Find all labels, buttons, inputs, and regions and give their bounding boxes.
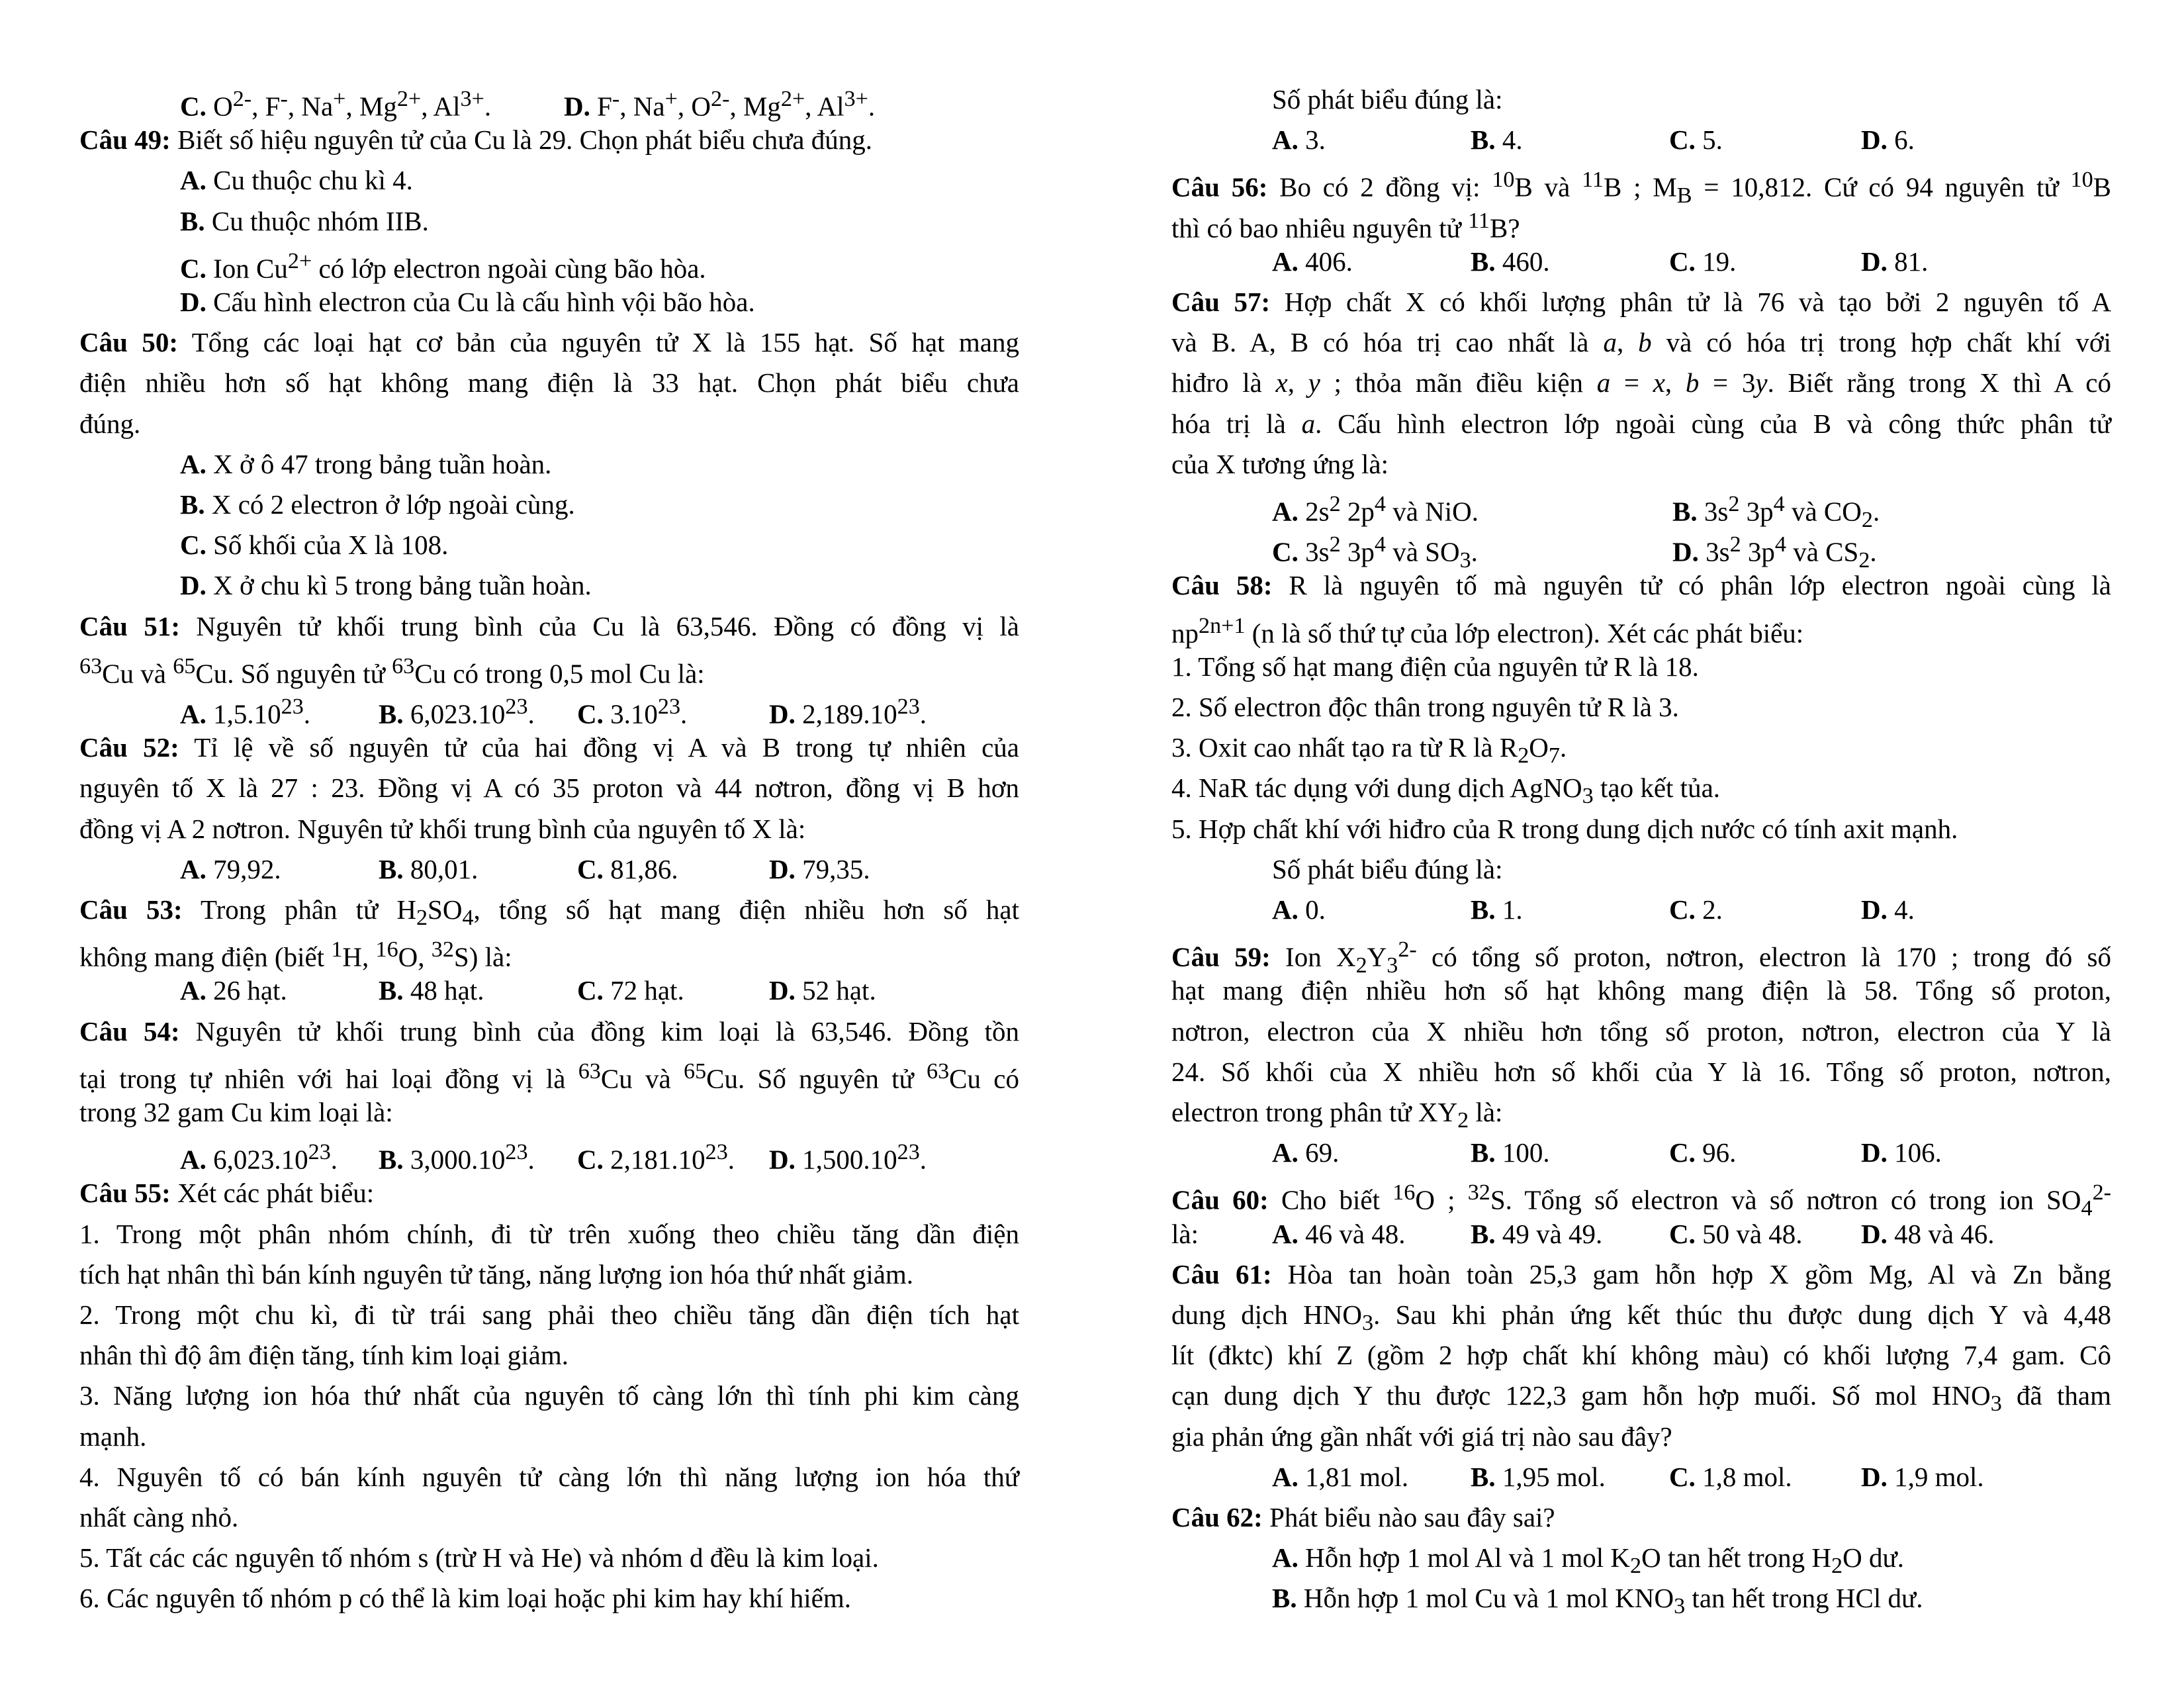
text-line: của X tương ứng là: (1171, 448, 1388, 479)
text-line: 5. Tất các các nguyên tố nhóm s (trừ H và He) và nhóm d đều là kim loại. (79, 1542, 879, 1573)
text-line: không mang điện (biết $^1$H, $^{16}$O, $^{32}$S) là: (79, 937, 512, 972)
text-line: gia phản ứng gần nhất với giá trị nào sau đây? (1171, 1421, 1672, 1452)
text-line: electron trong phân tử $XY_2$ là: (1171, 1097, 1503, 1133)
text-line: A. 0. B. 1. C. 2. D. 4. (1272, 894, 1915, 925)
text-line: 6. Các nguyên tố nhóm p có thể là kim loại hoặc phi kim hay khí hiếm. (79, 1583, 851, 1614)
text-line: 2. Số electron độc thân trong nguyên tử R là 3. (1171, 692, 1679, 722)
text-line: A. 6,023.10$^{23}$. B. 3,000.10$^{23}$. C. 2,181.10$^{23}$. D. 1,500.10$^{23}$. (180, 1140, 927, 1175)
text-line: C. Số khối của X là 108. (180, 530, 449, 561)
text-line: Câu 62: Phát biểu nào sau đây sai? (1171, 1502, 1555, 1532)
text-line: Câu 59: Ion $X_2Y_3^{2-}$ có tổng số proton, nơtron, electron là 170 ; trong đó số (1171, 937, 2111, 978)
text-line: C. Ion $Cu^{2+}$ có lớp electron ngoài cùng bão hòa. (180, 248, 706, 284)
text-line: A. X ở ô 47 trong bảng tuần hoàn. (180, 448, 552, 479)
text-line: thì có bao nhiêu nguyên tử $^{11}$B? (1171, 208, 1520, 244)
text-line: 4. NaR tác dụng với dung dịch AgNO$_3$ tạo kết tủa. (1171, 773, 1721, 809)
text-line: 5. Hợp chất khí với hiđro của R trong dung dịch nước có tính axit mạnh. (1171, 813, 1958, 844)
text-line: nguyên tố X là 27 : 23. Đồng vị A có 35 proton và 44 nơtron, đồng vị B hơn (79, 773, 1019, 804)
text-line: 24. Số khối của X nhiều hơn số khối của Y là 16. Tổng số proton, nơtron, (1171, 1056, 2111, 1087)
text-line: Câu 58: R là nguyên tố mà nguyên tử có phân lớp electron ngoài cùng là (1171, 570, 2111, 601)
text-line: hóa trị là a. Cấu hình electron lớp ngoài cùng của B và công thức phân tử (1171, 408, 2111, 439)
text-line: Câu 61: Hòa tan hoàn toàn 25,3 gam hỗn hợp X gồm Mg, Al và Zn bằng (1171, 1258, 2111, 1289)
text-line: nhất càng nhỏ. (79, 1502, 239, 1532)
text-line: Câu 57: Hợp chất X có khối lượng phân tử là 76 và tạo bởi 2 nguyên tố A (1171, 287, 2111, 317)
text-line: $np^{2n+1}$ (n là số thứ tự của lớp electron). Xét các phát biểu: (1171, 613, 1804, 649)
text-line: A. 1,81 mol. B. 1,95 mol. C. 1,8 mol. D. 1,9 mol. (1272, 1461, 1984, 1492)
text-line: tích hạt nhân thì bán kính nguyên tử tăng, năng lượng ion hóa thứ nhất giảm. (79, 1258, 914, 1289)
text-line: A. 26 hạt. B. 48 hạt. C. 72 hạt. D. 52 hạt. (180, 975, 876, 1006)
text-line: 3. Năng lượng ion hóa thứ nhất của nguyên tố càng lớn thì tính phi kim càng (79, 1380, 1019, 1411)
text-line: nơtron, electron của X nhiều hơn tổng số proton, nơtron, electron của Y là (1171, 1015, 2111, 1047)
text-line: B. Cu thuộc nhóm IIB. (180, 205, 429, 236)
text-line: A. 406. B. 460. C. 19. D. 81. (1272, 246, 1929, 277)
text-line: nhân thì độ âm điện tăng, tính kim loại giảm. (79, 1340, 569, 1371)
text-line: đồng vị A 2 nơtron. Nguyên tử khối trung bình của nguyên tố X là: (79, 813, 806, 844)
text-line: lít (đktc) khí Z (gồm 2 hợp chất khí không màu) có khối lượng 7,4 gam. Cô (1171, 1340, 2111, 1371)
text-line: trong 32 gam Cu kim loại là: (79, 1097, 393, 1127)
text-line: Câu 50: Tổng các loại hạt cơ bản của nguyên tử X là 155 hạt. Số hạt mang (79, 327, 1019, 358)
text-line: Câu 54: Nguyên tử khối trung bình của đồng kim loại là 63,546. Đồng tồn (79, 1015, 1019, 1047)
text-line: B. Hỗn hợp 1 mol Cu và 1 mol $KNO_3$ tan hết trong HCl dư. (1272, 1583, 1923, 1619)
text-line: dung dịch $HNO_3$. Sau khi phản ứng kết thúc thu được dung dịch Y và 4,48 (1171, 1299, 2111, 1336)
text-line: hiđro là x, y ; thỏa mãn điều kiện a = x, b = 3y. Biết rằng trong X thì A có (1171, 367, 2112, 399)
text-line: tại trong tự nhiên với hai loại đồng vị là $^{63}$Cu và $^{65}$Cu. Số nguyên tử $^{63}$Cu có (79, 1058, 1020, 1094)
text-line: A. 79,92. B. 80,01. C. 81,86. D. 79,35. (180, 853, 870, 884)
text-line: 1. Tổng số hạt mang điện của nguyên tử R là 18. (1171, 651, 1699, 682)
text-line: Câu 51: Nguyên tử khối trung bình của Cu là 63,546. Đồng có đồng vị là (79, 610, 1019, 641)
text-line: Số phát biểu đúng là: (1272, 84, 1503, 115)
text-line: C. $O^{2-}$, F-, Na+, $Mg^{2+}$, $Al^{3+}$. D. F-, Na+, $O^{2-}$, $Mg^{2+}$, $Al^{3+}$. (180, 87, 876, 122)
text-line: Câu 53: Trong phân tử $H_2SO_4$, tổng số hạt mang điện nhiều hơn số hạt (79, 894, 1019, 931)
text-line: hạt mang điện nhiều hơn số hạt không mang điện là 58. Tổng số proton, (1171, 975, 2111, 1006)
text-line: $^{63}$Cu và $^{65}$Cu. Số nguyên tử $^{63}$Cu có trong 0,5 mol Cu là: (79, 653, 705, 689)
text-line: Câu 60: Cho biết $^{16}$O ; $^{32}$S. Tổng số electron và số nơtron có trong ion $SO_4^{2-}$ (1171, 1180, 2112, 1221)
text-line: là: A. 46 và 48. B. 49 và 49. C. 50 và 48. D. 48 và 46. (1171, 1218, 1995, 1249)
text-line: 1. Trong một phân nhóm chính, đi từ trên xuống theo chiều tăng dần điện (79, 1218, 1019, 1249)
text-line: 2. Trong một chu kì, đi từ trái sang phải theo chiều tăng dần điện tích hạt (79, 1299, 1019, 1330)
text-line: Số phát biểu đúng là: (1272, 853, 1503, 884)
text-line: Câu 52: Tỉ lệ về số nguyên tử của hai đồng vị A và B trong tự nhiên của (79, 732, 1019, 763)
text-line: 3. Oxit cao nhất tạo ra từ R là $R_2O_7$. (1171, 732, 1567, 769)
text-line: D. X ở chu kì 5 trong bảng tuần hoàn. (180, 570, 592, 601)
text-line: điện nhiều hơn số hạt không mang điện là 33 hạt. Chọn phát biểu chưa (79, 367, 1019, 399)
text-line: A. 3. B. 4. C. 5. D. 6. (1272, 124, 1915, 156)
text-line: Câu 49: Biết số hiệu nguyên tử của Cu là 29. Chọn phát biểu chưa đúng. (79, 124, 872, 156)
text-line: và B. A, B có hóa trị cao nhất là a, b và có hóa trị trong hợp chất khí với (1171, 327, 2111, 358)
text-line: A. 69. B. 100. C. 96. D. 106. (1272, 1137, 1942, 1168)
text-line: A. 1,5.10$^{23}$. B. 6,023.10$^{23}$. C. 3.10$^{23}$. D. 2,189.10$^{23}$. (180, 694, 927, 729)
text-line: 4. Nguyên tố có bán kính nguyên tử càng lớn thì năng lượng ion hóa thứ (79, 1461, 1019, 1492)
text-line: A. $2s^2$ $2p^4$ và NiO. B. $3s^2$ $3p^4$ và $CO_2$. (1272, 492, 1880, 532)
text-line: Câu 56: Bo có 2 đồng vị: $^{10}$B và $^{11}$B ; $M_B = 10,812$. Cứ có 94 nguyên tử $^{10}$B (1171, 167, 2111, 209)
text-line: đúng. (79, 408, 141, 439)
text-line: Câu 55: Xét các phát biểu: (79, 1178, 375, 1209)
text-line: A. Hỗn hợp 1 mol Al và 1 mol $K_2O$ tan hết trong $H_2O$ dư. (1272, 1542, 1904, 1579)
text-line: C. $3s^2$ $3p^4$ và $SO_3$. D. $3s^2$ $3p^4$ và $CS_2$. (1272, 532, 1877, 573)
text-line: D. Cấu hình electron của Cu là cấu hình vội bão hòa. (180, 287, 755, 317)
text-line: mạnh. (79, 1421, 147, 1452)
text-line: A. Cu thuộc chu kì 4. (180, 165, 413, 196)
text-line: B. X có 2 electron ở lớp ngoài cùng. (180, 489, 575, 520)
text-line: cạn dung dịch Y thu được 122,3 gam hỗn hợp muối. Số mol $HNO_3$ đã tham (1171, 1380, 2111, 1417)
